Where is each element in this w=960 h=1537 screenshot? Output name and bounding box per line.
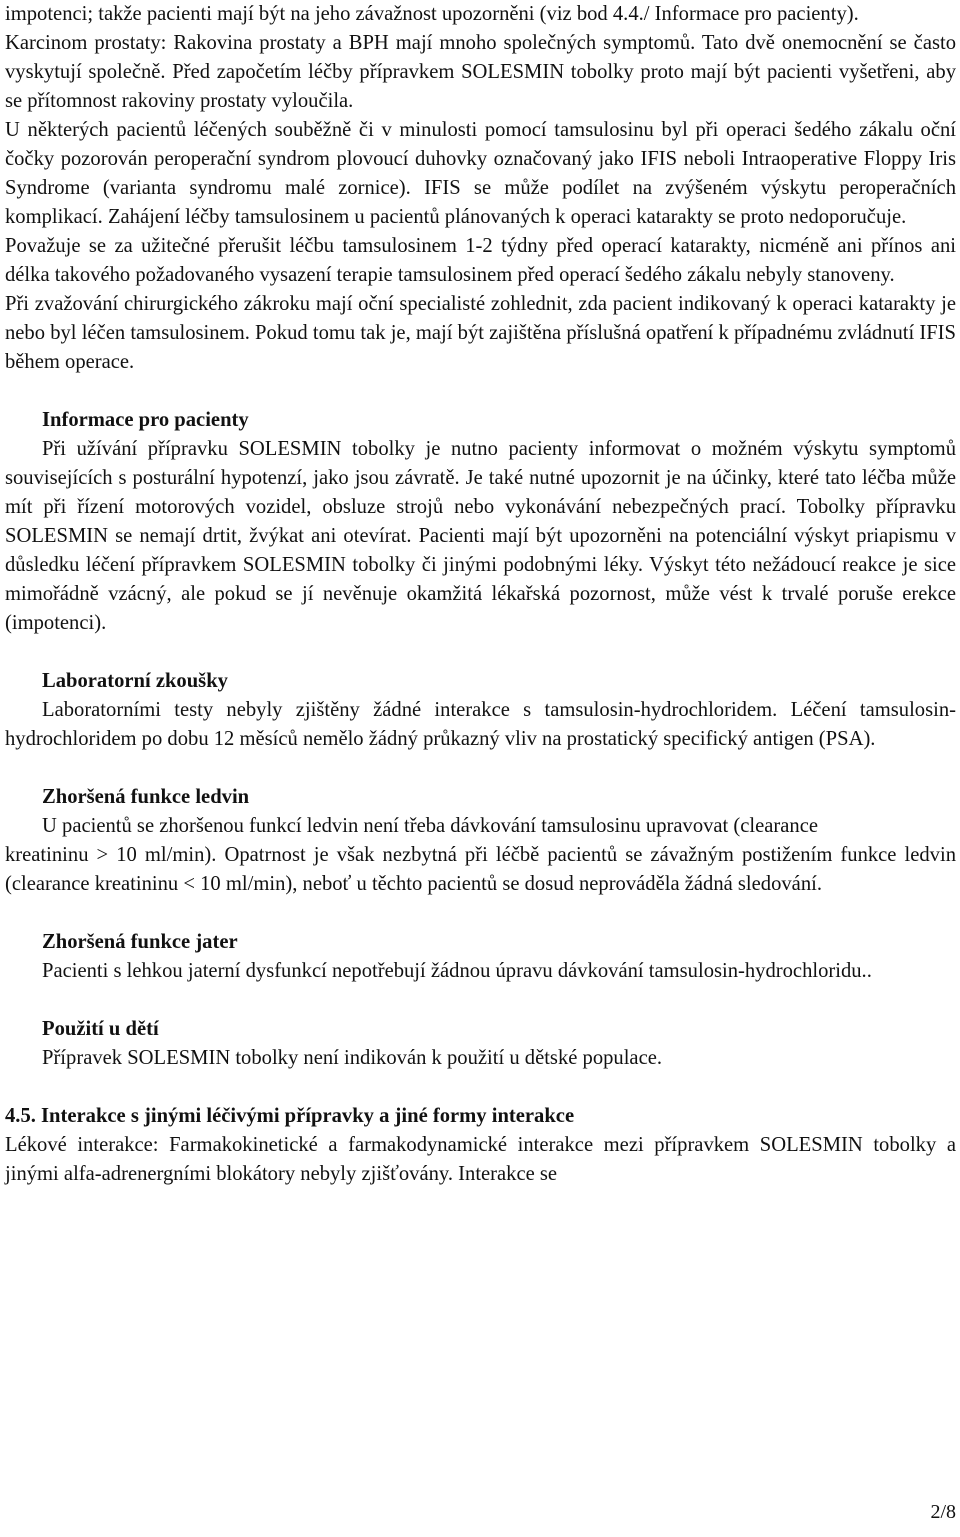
document-page	[5, 0, 956, 1189]
heading-kidney-function: Zhoršená funkce ledvin	[42, 786, 250, 808]
paragraph-surgery: Při zvažování chirurgického zákroku mají oční specialisté zohlednit, zda pacient indikovaný k operaci katarakty je nebo byl léčen tamsulosinem. Pokud tomu tak je, mají být zajištěna příslušná opatření k případnému zvládnutí IFIS během operace.	[5, 293, 956, 373]
heading-patient-info: Informace pro pacienty	[42, 409, 249, 431]
spacer	[5, 899, 956, 928]
spacer	[5, 1073, 956, 1102]
page-number: 2/8	[930, 1501, 956, 1523]
paragraph-lab-tests: Laboratorními testy nebyly zjištěny žádné interakce s tamsulosin-hydrochloridem. Léčení tamsulosin-hydrochloridem po dobu 12 měsíců nemělo žádný průkazný vliv na prostatický specifický antigen (PSA).	[5, 699, 956, 750]
paragraph-prostate-cancer: Karcinom prostaty: Rakovina prostaty a BPH mají mnoho společných symptomů. Tato dvě onemocnění se často vyskytují společně. Před započetím léčby přípravkem SOLESMIN tobolky proto mají být pacienti vyšetřeni, aby se přítomnost rakoviny prostaty vyloučila.	[5, 32, 956, 112]
paragraph-patient-info: Při užívání přípravku SOLESMIN tobolky je nutno pacienty informovat o možném výskytu symptomů souvisejících s posturální hypotenzí, jako jsou závratě. Je také nutné upozornit je na účinky, které tato léčba může mít při řízení motorových vozidel, obsluze strojů nebo vykonávání nebezpečných prací. Tobolky přípravku SOLESMIN se nemají drtit, žvýkat ani otevírat. Pacienti mají být upozorněni na potenciální výskyt priapismu v důsledku léčení přípravkem SOLESMIN tobolky či jinými podobnými léky. Výskyt této nežádoucí reakce je sice mimořádně vzácný, ale pokud se jí nevěnuje okamžitá lékařská pozornost, může vést k trvalé poruše erekce (impotenci).	[5, 438, 956, 634]
spacer	[5, 377, 956, 406]
heading-liver-function: Zhoršená funkce jater	[42, 931, 238, 953]
heading-lab-tests: Laboratorní zkoušky	[42, 670, 228, 692]
paragraph-ifis: U některých pacientů léčených souběžně či v minulosti pomocí tamsulosinu byl při operaci šedého zákalu oční čočky pozorován peroperační syndrom plovoucí duhovky označovaný jako IFIS neboli Intraoperative Floppy Iris Syndrome (varianta syndromu malé zornice). IFIS se může podílet na zvýšeném výskytu peroperačních komplikací. Zahájení léčby tamsulosinem u pacientů plánovaných k operaci katarakty se proto nedoporučuje.	[5, 119, 956, 228]
spacer	[5, 754, 956, 783]
spacer	[5, 986, 956, 1015]
paragraph-children: Přípravek SOLESMIN tobolky není indikován k použití u dětské populace.	[42, 1047, 663, 1069]
paragraph-treatment-break: Považuje se za užitečné přerušit léčbu tamsulosinem 1-2 týdny před operací katarakty, nicméně ani přínos ani délka takového požadovaného vysazení terapie tamsulosinem před operací šedého zákalu nebyly stanoveny.	[5, 235, 956, 286]
heading-children: Použití u dětí	[42, 1018, 159, 1040]
heading-section-4-5: 4.5. Interakce s jinými léčivými přípravky a jiné formy interakce	[5, 1105, 575, 1127]
paragraph-liver-function: Pacienti s lehkou jaterní dysfunkcí nepotřebují žádnou úpravu dávkování tamsulosin-hydrochloridu..	[42, 960, 872, 982]
spacer	[5, 638, 956, 667]
paragraph-kidney-function-1: U pacientů se zhoršenou funkcí ledvin není třeba dávkování tamsulosinu upravovat (clearance	[42, 815, 818, 837]
paragraph-interactions: Lékové interakce: Farmakokinetické a farmakodynamické interakce mezi přípravkem SOLESMIN tobolky a jinými alfa-adrenergními blokátory nebyly zjišťovány. Interakce se	[5, 1134, 956, 1185]
paragraph-kidney-function-2: kreatininu > 10 ml/min). Opatrnost je však nezbytná při léčbě pacientů se závažným postižením funkce ledvin (clearance kreatininu < 10 ml/min), neboť u těchto pacientů se dosud neprováděla žádná sledování.	[5, 844, 956, 895]
paragraph-intro-1: impotenci; takže pacienti mají být na jeho závažnost upozorněni (viz bod 4.4./ Informace pro pacienty).	[5, 3, 859, 25]
